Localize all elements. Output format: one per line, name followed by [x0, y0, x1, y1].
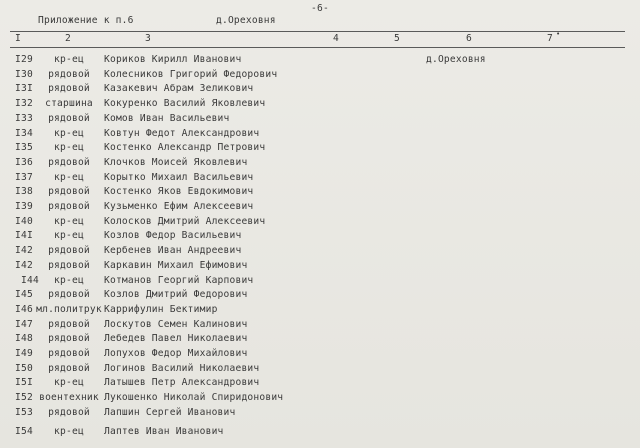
row-number: I45 — [15, 289, 33, 301]
row-name: Костенко Яков Евдокимович — [104, 186, 254, 198]
row-place: д.Ореховня — [426, 54, 486, 65]
row-number: I53 — [15, 406, 33, 418]
row-number: I49 — [15, 348, 33, 359]
row-name: Латышев Петр Александрович — [104, 377, 260, 389]
row-rank: кр-ец — [54, 377, 84, 389]
page-number: -6- — [311, 3, 329, 14]
table-row — [0, 172, 640, 184]
row-number: I34 — [15, 127, 33, 139]
col-header-4: 4 — [333, 33, 339, 44]
row-rank: рядовой — [48, 348, 90, 359]
col-header-5: 5 — [394, 33, 400, 44]
table-top-rule — [10, 31, 625, 32]
table-row — [0, 54, 640, 66]
table-row — [0, 348, 640, 360]
row-name: Клочков Моисей Яковлевич — [104, 156, 248, 168]
appendix-label: Приложение к п.6 — [38, 15, 134, 26]
row-number: I47 — [15, 318, 33, 330]
row-name: Колосков Дмитрий Алексеевич — [104, 215, 266, 227]
row-number: I35 — [15, 142, 33, 154]
table-row — [0, 407, 640, 419]
row-number: I54 — [15, 425, 33, 437]
row-rank: кр-ец — [54, 142, 84, 154]
row-name: Кузьменко Ефим Алексеевич — [104, 201, 254, 212]
col-header-3: 3 — [145, 33, 151, 44]
table-header-rule — [10, 47, 625, 48]
row-rank: кр-ец — [54, 274, 84, 286]
row-number: I52 — [15, 392, 33, 404]
row-rank: рядовой — [48, 186, 90, 198]
row-name: Комов Иван Васильевич — [104, 112, 230, 124]
table-row — [0, 69, 640, 81]
row-number: I5I — [15, 377, 33, 389]
table-row — [0, 216, 640, 228]
table-row — [0, 83, 640, 95]
table-row — [0, 230, 640, 242]
row-number: I46 — [15, 303, 33, 315]
row-number: I36 — [15, 156, 33, 168]
row-rank: рядовой — [48, 289, 90, 301]
row-rank: кр-ец — [54, 54, 84, 65]
table-row — [0, 275, 640, 287]
row-number: I33 — [15, 112, 33, 124]
row-rank: рядовой — [48, 112, 90, 124]
row-number: I32 — [15, 98, 33, 110]
row-rank: рядовой — [48, 259, 90, 271]
row-rank: старшина — [45, 98, 93, 110]
row-number: I40 — [15, 215, 33, 227]
row-rank: рядовой — [48, 245, 90, 257]
table-row — [0, 392, 640, 404]
row-rank: кр-ец — [54, 230, 84, 242]
row-name: Козлов Федор Васильевич — [104, 230, 242, 242]
row-rank: воентехник — [39, 392, 99, 404]
row-rank: рядовой — [48, 333, 90, 345]
row-rank: рядовой — [48, 156, 90, 168]
row-name: Лукошенко Николай Спиридонович — [104, 392, 284, 404]
row-name: Кориков Кирилл Иванович — [104, 54, 242, 65]
row-number: I38 — [15, 186, 33, 198]
row-number: I48 — [15, 333, 33, 345]
row-name: Логинов Василий Николаевич — [104, 362, 260, 374]
row-name: Козлов Дмитрий Федорович — [104, 289, 248, 301]
table-row — [0, 363, 640, 375]
row-rank: мл.политрук — [36, 303, 102, 315]
row-rank: кр-ец — [54, 425, 84, 437]
table-row — [0, 128, 640, 140]
village-heading: д.Ореховня — [216, 15, 276, 26]
table-row — [0, 186, 640, 198]
table-row — [0, 201, 640, 213]
table-row — [0, 426, 640, 438]
row-rank: кр-ец — [54, 171, 84, 183]
row-rank: рядовой — [48, 68, 90, 80]
row-name: Лаптев Иван Иванович — [104, 425, 224, 437]
row-name: Каркавин Михаил Ефимович — [104, 259, 248, 271]
row-name: Ковтун Федот Александрович — [104, 127, 260, 139]
row-name: Колесников Григорий Федорович — [104, 68, 278, 80]
table-row — [0, 319, 640, 331]
table-row — [0, 157, 640, 169]
row-name: Кокуренко Василий Яковлевич — [104, 98, 266, 110]
row-name: Лопухов Федор Михайлович — [104, 348, 248, 359]
row-name: Каррифулин Бектимир — [104, 303, 218, 315]
table-row — [0, 289, 640, 301]
row-rank: рядовой — [48, 201, 90, 212]
row-number: I3I — [15, 83, 33, 95]
col-header-7: 7 — [547, 33, 553, 44]
row-number: I4I — [15, 230, 33, 242]
table-row — [0, 245, 640, 257]
row-number: I30 — [15, 68, 33, 80]
row-rank: рядовой — [48, 318, 90, 330]
row-name: Кербенев Иван Андреевич — [104, 245, 242, 257]
table-row — [0, 304, 640, 316]
row-rank: рядовой — [48, 406, 90, 418]
row-name: Лапшин Сергей Иванович — [104, 406, 236, 418]
row-rank: кр-ец — [54, 127, 84, 139]
row-number: I44 — [21, 274, 39, 286]
row-name: Корытко Михаил Васильевич — [104, 171, 254, 183]
row-name: Лоскутов Семен Калинович — [104, 318, 248, 330]
row-name: Лебедев Павел Николаевич — [104, 333, 248, 345]
table-row — [0, 98, 640, 110]
row-number: I50 — [15, 362, 33, 374]
row-number: I39 — [15, 201, 33, 212]
col-7-mark: • — [556, 30, 561, 38]
table-row — [0, 113, 640, 125]
col-header-2: 2 — [65, 33, 71, 44]
table-row — [0, 142, 640, 154]
col-header-6: 6 — [466, 33, 472, 44]
row-rank: рядовой — [48, 362, 90, 374]
row-rank: кр-ец — [54, 215, 84, 227]
row-number: I42 — [15, 259, 33, 271]
row-rank: рядовой — [48, 83, 90, 95]
table-row — [0, 260, 640, 272]
row-name: Казакевич Абрам Зеликович — [104, 83, 254, 95]
row-name: Котманов Георгий Карпович — [104, 274, 254, 286]
row-name: Костенко Александр Петрович — [104, 142, 266, 154]
row-number: I42 — [15, 245, 33, 257]
table-row — [0, 333, 640, 345]
row-number: I37 — [15, 171, 33, 183]
col-header-1: I — [15, 33, 21, 44]
row-number: I29 — [15, 54, 33, 65]
table-row — [0, 377, 640, 389]
